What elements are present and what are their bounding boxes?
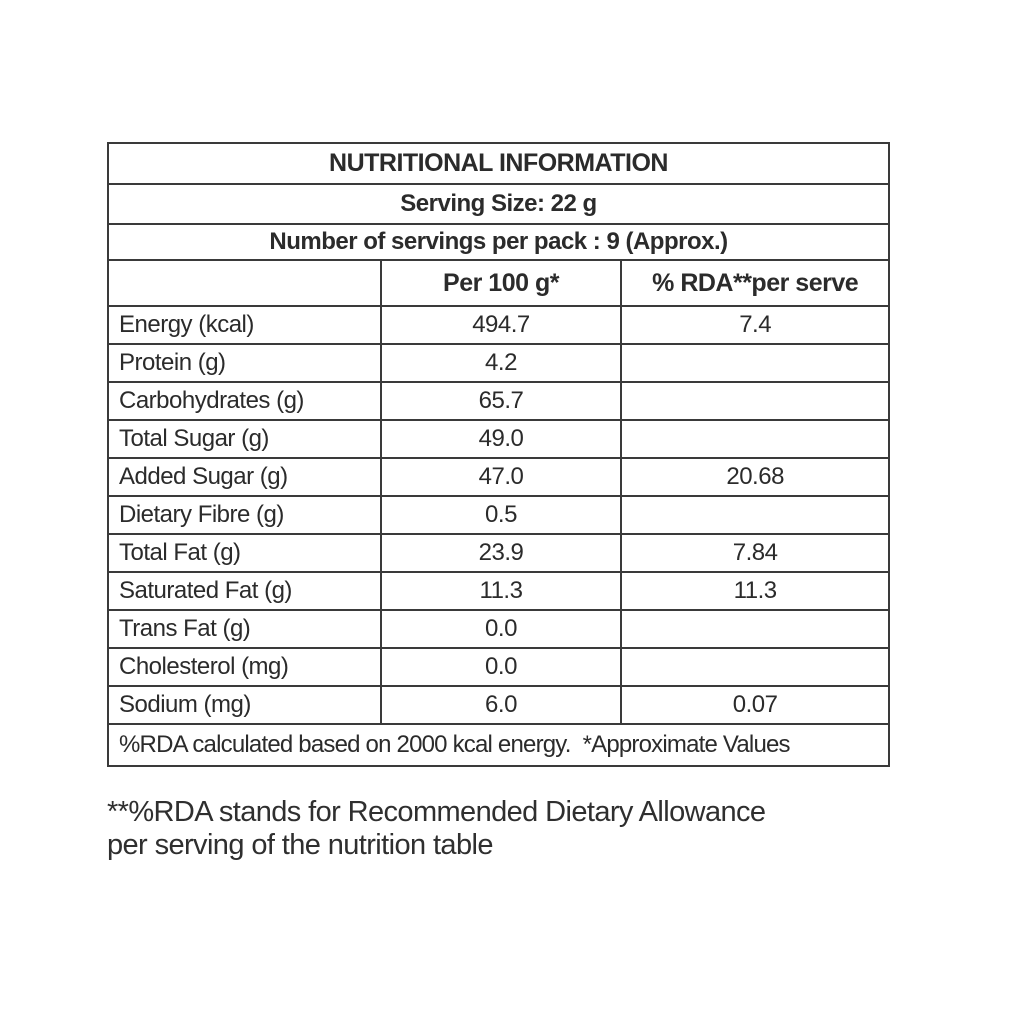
per-100g-value: 49.0 [381,420,622,458]
per-100g-value: 0.0 [381,610,622,648]
rda-value: 7.4 [621,306,889,344]
rda-value: 11.3 [621,572,889,610]
nutrient-label: Carbohydrates (g) [108,382,381,420]
rda-value: 20.68 [621,458,889,496]
column-header-per-100g: Per 100 g* [381,260,622,306]
rda-value: 0.07 [621,686,889,724]
rda-value [621,420,889,458]
serving-size: Serving Size: 22 g [108,184,889,224]
table-title-row [108,143,889,184]
rda-note-line-2: per serving of the nutrition table [107,829,493,861]
per-100g-value: 23.9 [381,534,622,572]
table-row [108,382,889,420]
servings-per-pack-row [108,224,889,260]
nutrient-label: Total Sugar (g) [108,420,381,458]
per-100g-value: 494.7 [381,306,622,344]
serving-size-row [108,184,889,224]
column-header-row [108,260,889,306]
table-row [108,344,889,382]
footnote-row [108,724,889,766]
table-row [108,534,889,572]
table-row [108,648,889,686]
per-100g-value: 4.2 [381,344,622,382]
rda-value [621,496,889,534]
table-row [108,420,889,458]
nutrient-label: Sodium (mg) [108,686,381,724]
footnote-rda-basis: %RDA calculated based on 2000 kcal energy. [119,731,571,758]
column-header-nutrient [108,260,381,306]
rda-note-line-1: **%RDA stands for Recommended Dietary Allowance [107,796,766,828]
table-row [108,610,889,648]
rda-definition-note [107,796,765,862]
nutrient-label: Protein (g) [108,344,381,382]
rda-value [621,344,889,382]
table-row [108,686,889,724]
rda-value: 7.84 [621,534,889,572]
per-100g-value: 6.0 [381,686,622,724]
nutrient-label: Dietary Fibre (g) [108,496,381,534]
nutrient-label: Added Sugar (g) [108,458,381,496]
nutrient-label: Saturated Fat (g) [108,572,381,610]
rda-value [621,648,889,686]
nutrient-label: Total Fat (g) [108,534,381,572]
table-row [108,458,889,496]
per-100g-value: 0.5 [381,496,622,534]
table-row [108,496,889,534]
per-100g-value: 47.0 [381,458,622,496]
per-100g-value: 11.3 [381,572,622,610]
rda-value [621,382,889,420]
nutrition-table [107,142,890,767]
servings-per-pack: Number of servings per pack : 9 (Approx.) [108,224,889,260]
per-100g-value: 0.0 [381,648,622,686]
nutrient-label: Energy (kcal) [108,306,381,344]
column-header-rda: % RDA**per serve [621,260,889,306]
table-title: NUTRITIONAL INFORMATION [108,143,889,184]
nutrient-label: Cholesterol (mg) [108,648,381,686]
footnote-approximate: *Approximate Values [582,731,790,758]
nutrient-label: Trans Fat (g) [108,610,381,648]
rda-value [621,610,889,648]
table-row [108,306,889,344]
table-row [108,572,889,610]
per-100g-value: 65.7 [381,382,622,420]
footnote-cell [108,724,889,766]
